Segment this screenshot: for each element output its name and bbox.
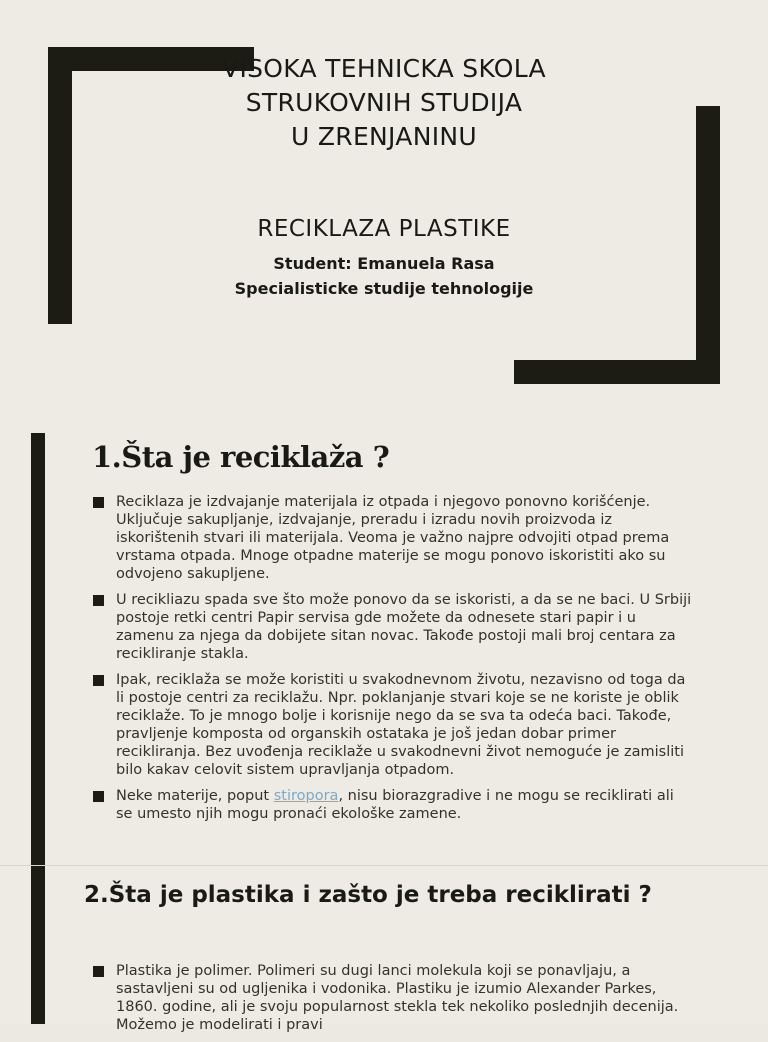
title-line-2: STRUKOVNIH STUDIJA	[245, 88, 523, 117]
square-bullet-icon	[93, 966, 104, 977]
stiropora-link[interactable]: stiropora	[273, 788, 339, 804]
bullet-list	[92, 493, 692, 831]
slide-heading: 1.Šta je reciklaža ?	[92, 440, 390, 474]
content-slide-plastic	[0, 866, 768, 1033]
list-item	[92, 671, 692, 779]
content-slide-recycling	[0, 420, 768, 865]
square-bullet-icon	[93, 497, 104, 508]
bullet-text: Reciklaza je izdvajanje materijala iz otpada i njegovo ponovno korišćenje. Uključuje sakupljanje, izdvajanje, preradu i izradu novih proizvoda iz iskorištenih stvari ili materijala. Veoma je važno najpre odvojiti otpad prema vrstama otpada. Mnoge otpadne materije se mogu ponovo iskoristiti ako su odvojeno sakupljene.	[116, 494, 670, 582]
study-program: Specialisticke studije tehnologije	[234, 279, 534, 298]
title-line-1: VISOKA TEHNICKA SKOLA	[222, 54, 546, 83]
list-item	[92, 591, 692, 663]
square-bullet-icon	[93, 595, 104, 606]
list-item	[92, 493, 692, 583]
frame-bottom-right-horizontal	[514, 360, 720, 384]
list-item	[92, 787, 692, 823]
slide-heading: 2.Šta je plastika i zašto je treba reciklirati ?	[84, 882, 652, 908]
bullet-text-before-link: Neke materije, poput	[116, 788, 274, 804]
title-slide	[0, 0, 768, 420]
bullet-text: Ipak, reciklaža se može koristiti u svakodnevnom životu, nezavisno od toga da li postoje centri za reciklažu. Npr. poklanjanje stvari koje se ne koriste je oblik reciklaže. To je mnogo bolje i korisnije nego da se sva ta odeća baci. Takođe, pravljenje komposta od organskih ostataka je još jedan dobar primer recikliranja. Bez uvođenja reciklaže u svakodnevni život nemoguće je zamisliti bilo kakav celovit sistem upravljanja otpadom.	[116, 672, 686, 778]
student-name: Student: Emanuela Rasa	[273, 254, 495, 273]
bullet-list	[92, 962, 692, 1042]
list-item	[92, 962, 692, 1034]
bullet-text: U recikliazu spada sve što može ponovo da se iskoristi, a da se ne baci. U Srbiji postoje retki centri Papir servisa gde možete da odnesete stari papir i u zamenu za njega da dobijete sitan novac. Takođe postoji mali broj centara za recikliranje stakla.	[116, 592, 692, 662]
square-bullet-icon	[93, 675, 104, 686]
accent-bar	[31, 866, 45, 1024]
school-title	[0, 52, 768, 154]
accent-bar	[31, 433, 45, 866]
bullet-text-after-link: , nisu biorazgradive i ne mogu se reciklirati ali se umesto njih mogu pronaći ekološke zamene.	[116, 788, 674, 822]
bullet-text: Plastika je polimer. Polimeri su dugi lanci molekula koji se ponavljaju, a sastavljeni su od ugljenika i vodonika. Plastiku je izumio Alexander Parkes, 1860. godine, ali je svoju popularnost stekla tek nekoliko poslednjih decenija. Možemo je modelirati i pravi	[116, 963, 679, 1033]
title-line-3: U ZRENJANINU	[291, 122, 477, 151]
square-bullet-icon	[93, 791, 104, 802]
presentation-subtitle: RECIKLAZA PLASTIKE	[257, 216, 511, 242]
